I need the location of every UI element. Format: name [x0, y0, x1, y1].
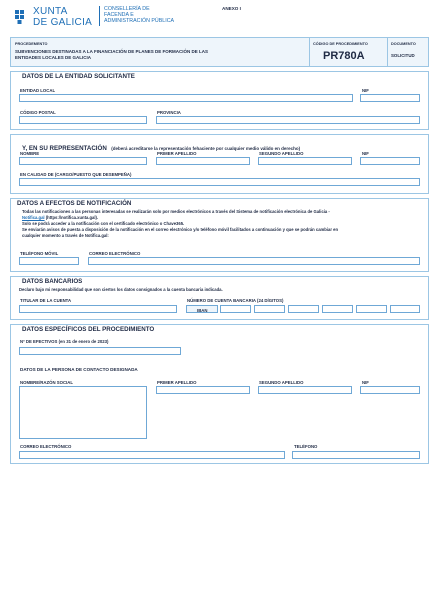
notification-line-5: cualquier momento a través de Notifica.gal:: [22, 233, 109, 238]
xunta-logo: [13, 6, 108, 30]
contact-email-input[interactable]: [19, 451, 285, 459]
rep-surname1-input[interactable]: [156, 157, 250, 165]
procedure-box: [10, 37, 429, 67]
contact-surname1-label: PRIMER APELLIDO: [157, 380, 197, 385]
account-block-2[interactable]: [288, 305, 319, 313]
procedure-label: PROCEDEMENTO: [15, 42, 48, 46]
rep-nif-label: NIF: [362, 151, 369, 156]
entity-input[interactable]: [19, 94, 353, 102]
holder-input[interactable]: [19, 305, 177, 313]
rep-role-input[interactable]: [19, 178, 420, 186]
contact-phone-label: TELÉFONO: [294, 444, 318, 449]
account-block-4[interactable]: [356, 305, 387, 313]
specific-title: DATOS ESPECÍFICOS DEL PROCEDIMIENTO: [22, 326, 155, 333]
contact-surname2-input[interactable]: [258, 386, 352, 394]
account-label: NÚMERO DE CUENTA BANCARIA (24 DÍGITOS): [187, 298, 284, 303]
logo-divider: [99, 6, 100, 26]
ministry-line-1: CONSELLERÍA DE: [104, 6, 150, 12]
logo-xunta: XUNTA: [33, 6, 68, 17]
notif-email-input[interactable]: [88, 257, 420, 265]
account-block-5[interactable]: [390, 305, 420, 313]
contact-phone-input[interactable]: [292, 451, 420, 459]
province-label: PROVINCIA: [157, 110, 181, 115]
applicant-nif-input[interactable]: [360, 94, 420, 102]
contact-email-label: CORREO ELECTRÓNICO: [20, 444, 72, 449]
postal-input[interactable]: [19, 116, 147, 124]
procedure-title-1: SUBVENCIONES DESTINADAS A LA FINANCIACIÓN DE PLANES DE FORMACIÓN DE LAS: [15, 49, 209, 54]
document-value: SOLICITUD: [391, 53, 415, 58]
contact-name-input[interactable]: [19, 386, 147, 439]
iban-digits-input[interactable]: [220, 305, 251, 313]
document-label: DOCUMENTO: [391, 42, 416, 46]
postal-label: CÓDIGO POSTAL: [20, 110, 56, 115]
procedure-code-label: CÓDIGO DE PROCEDIMIENTO: [313, 42, 368, 46]
logo-galicia: DE GALICIA: [33, 17, 93, 28]
holder-label: TITULAR DE LA CUENTA: [20, 298, 72, 303]
annex-label: ANEXO I: [222, 6, 241, 11]
rep-surname1-label: PRIMER APELLIDO: [157, 151, 197, 156]
rep-name-label: NOMBRE: [20, 151, 40, 156]
representative-title: Y, EN SU REPRESENTACIÓN: [22, 145, 107, 152]
ministry-line-3: ADMINISTRACIÓN PÚBLICA: [104, 18, 175, 25]
notification-line-3: Solo se podrá acceder a la notificación con el certificado electrónico o Chave365.: [22, 221, 185, 226]
rep-surname2-input[interactable]: [258, 157, 352, 165]
galicia-shield-icon: [13, 8, 29, 28]
representative-note: (deberá acreditarse la representación fehaciente por cualquier medio válido en derecho): [111, 146, 301, 151]
employees-label: Nº DE EFECTIVOS (en 31 de enero de 2023): [20, 339, 109, 344]
contact-surname2-label: SEGUNDO APELLIDO: [259, 380, 304, 385]
bank-note: Declaro bajo mi responsabilidad que son ciertos los datos consignados a la cuenta bancaria indicada.: [19, 287, 223, 292]
ministry-name: [104, 6, 174, 25]
bank-title: DATOS BANCARIOS: [22, 278, 83, 285]
rep-surname2-label: SEGUNDO APELLIDO: [259, 151, 304, 156]
rep-nif-input[interactable]: [360, 157, 420, 165]
contact-nif-input[interactable]: [360, 386, 420, 394]
notifica-link[interactable]: Notifica.gal: [22, 215, 45, 220]
entity-label: ENTIDAD LOCAL: [20, 88, 56, 93]
ministry-line-2: FACENDA E: [104, 12, 134, 19]
iban-prefix: [186, 305, 218, 313]
contact-name-label: NOMBRE/RAZÓN SOCIAL: [20, 380, 73, 385]
rep-role-label: EN CALIDAD DE (CARGO/PUESTO QUE DESEMPEÑA): [20, 172, 132, 177]
province-input[interactable]: [156, 116, 420, 124]
contact-surname1-input[interactable]: [156, 386, 250, 394]
notif-email-label: CORREO ELECTRÓNICO: [89, 251, 141, 256]
applicant-nif-label: NIF: [362, 88, 369, 93]
rep-name-input[interactable]: [19, 157, 147, 165]
iban-label: IBAN: [197, 307, 208, 313]
code-divider: [309, 38, 310, 67]
notifica-url: (https://notifica.xunta.gal).: [45, 215, 99, 220]
employees-input[interactable]: [19, 347, 181, 355]
contact-nif-label: NIF: [362, 380, 369, 385]
notification-line-2: [22, 215, 98, 220]
account-block-3[interactable]: [322, 305, 353, 313]
procedure-title-2: ENTIDADES LOCALES DE GALICIA: [15, 55, 92, 60]
contact-title: DATOS DE LA PERSONA DE CONTACTO DESIGNADA: [20, 367, 138, 372]
mobile-input[interactable]: [19, 257, 79, 265]
notification-line-4: Se enviarán avisos de puesta a disposición de la notificación en el correo electrónico y/o teléfono móvil facilitados a continuación y que se podrán cambiar en: [22, 227, 339, 232]
procedure-code: PR780A: [323, 50, 365, 62]
mobile-label: TELÉFONO MÓVIL: [20, 251, 59, 256]
account-block-1[interactable]: [254, 305, 285, 313]
applicant-title: DATOS DE LA ENTIDAD SOLICITANTE: [22, 73, 135, 80]
doc-divider: [387, 38, 388, 67]
notification-title: DATOS A EFECTOS DE NOTIFICACIÓN: [17, 200, 132, 207]
notification-line-1: Todas las notificaciones a las personas interesadas se realizarán solo por medios electrónicos a través del Sistema de notificación electrónica de Galicia -: [22, 209, 330, 214]
